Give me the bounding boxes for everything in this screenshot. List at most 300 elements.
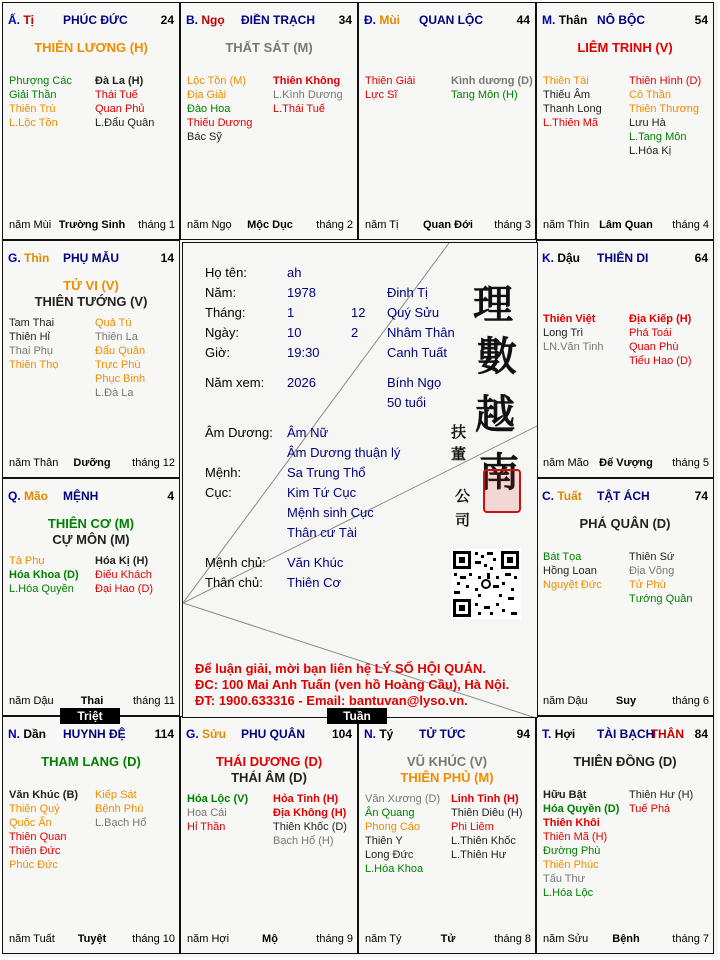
- day-lunar: 2: [351, 325, 359, 340]
- footer-month: tháng 3: [494, 219, 531, 231]
- palace-age-number: 64: [694, 251, 708, 265]
- month-solar: 1: [287, 305, 295, 320]
- main-star: THAM LANG (D): [41, 754, 141, 769]
- minor-star: Tử Phù: [629, 579, 666, 591]
- seal-side-char-4: 司: [455, 511, 471, 529]
- red-seal-stamp: [483, 469, 521, 513]
- minor-star: Lực Sĩ: [365, 89, 398, 101]
- minor-star: Tấu Thư: [543, 873, 586, 885]
- palace-cell[interactable]: [2, 2, 180, 240]
- footer-month: tháng 5: [672, 457, 709, 469]
- minor-star: Quan Phù: [629, 341, 679, 353]
- minor-star: Thiên Khốc (D): [273, 821, 347, 833]
- main-stars: [537, 40, 713, 56]
- main-stars: [181, 754, 357, 786]
- palace-cell[interactable]: [2, 240, 180, 478]
- minor-star: Phúc Đức: [9, 859, 58, 871]
- minor-stars-right: [95, 554, 153, 596]
- palace-name: NÔ BỘC: [597, 13, 645, 27]
- day-can: Nhâm Thân: [387, 325, 455, 340]
- main-star: CỰ MÔN (M): [52, 532, 130, 547]
- minor-star: L.Thiên Mã: [543, 117, 599, 129]
- minor-star: L.Thiên Khốc: [451, 835, 516, 847]
- am-duong-relation: Âm Dương thuận lý: [287, 445, 401, 460]
- palace-cell[interactable]: [180, 716, 358, 954]
- palace-name: HUYNH ĐỆ: [63, 727, 126, 741]
- main-star: THÁI DƯƠNG (D): [215, 754, 323, 769]
- minor-star: Đường Phù: [543, 845, 601, 857]
- calligraphy-char-3: 越: [475, 391, 515, 438]
- minor-star: Quả Tú: [95, 317, 132, 329]
- palace-footer: [9, 219, 175, 233]
- cuc-label: Cục:: [205, 485, 232, 500]
- minor-star: Điếu Khách: [95, 569, 152, 581]
- palace-age-number: 54: [694, 13, 708, 27]
- palace-branch: N. Tý: [364, 727, 394, 741]
- minor-star: Hóa Lộc (V): [187, 793, 249, 805]
- footer-year: năm Hợi: [187, 933, 230, 945]
- name-label: Họ tên:: [205, 265, 247, 280]
- hour-label: Giờ:: [205, 345, 231, 360]
- footer-stage: Trường Sinh: [58, 219, 126, 231]
- minor-star: Lưu Hà: [629, 117, 666, 129]
- calligraphy-char-2: 數: [477, 333, 517, 380]
- minor-star: Thiên Hỉ: [9, 331, 50, 343]
- minor-stars-right: [629, 312, 692, 368]
- palace-age-number: 84: [694, 727, 708, 741]
- minor-star: Thiên La: [95, 331, 138, 343]
- palace-name: PHỤ MẪU: [63, 251, 119, 265]
- footer-month: tháng 4: [672, 219, 709, 231]
- age-value: 50 tuổi: [387, 395, 427, 410]
- year-value: 1978: [287, 285, 316, 300]
- main-stars: [537, 516, 713, 532]
- minor-stars-left: [9, 788, 78, 872]
- palace-branch: Đ. Mùi: [364, 13, 401, 27]
- minor-star: L.Hóa Quyền: [9, 583, 74, 595]
- minor-star: Ân Quang: [365, 807, 415, 819]
- minor-star: Bệnh Phù: [95, 803, 144, 815]
- minor-star: Thiên Mã (H): [543, 831, 608, 843]
- main-star: PHÁ QUÂN (D): [579, 516, 671, 531]
- palace-branch: M. Thân: [542, 13, 588, 27]
- palace-footer: [9, 933, 175, 947]
- cuc-value: Kim Tứ Cục: [287, 485, 357, 500]
- minor-star: Thai Phụ: [9, 345, 54, 357]
- footer-month: tháng 10: [132, 933, 175, 945]
- palace-branch: G. Sửu: [186, 727, 227, 741]
- palace-branch: K. Dậu: [542, 251, 581, 265]
- minor-star: Thái Tuế: [95, 89, 138, 101]
- palace-footer: [187, 219, 353, 233]
- minor-star: L.Đà La: [95, 387, 134, 399]
- minor-star: Thiên Giải: [365, 75, 416, 87]
- minor-star: Hồng Loan: [543, 565, 597, 577]
- palace-header: [364, 727, 530, 743]
- footer-year: năm Mão: [543, 457, 589, 469]
- contact-line-1: Để luận giải, mời bạn liên hệ LÝ SỐ HỘI QUÁN.: [195, 661, 486, 676]
- footer-year: năm Mùi: [9, 219, 52, 231]
- palace-header: [542, 489, 708, 505]
- seal-side-char-2: 董: [451, 445, 467, 463]
- minor-star: Nguyệt Đức: [543, 579, 602, 591]
- main-star: THIÊN LƯƠNG (H): [34, 40, 148, 55]
- palace-footer: [9, 457, 175, 471]
- than-marker: THÂN: [650, 727, 684, 741]
- footer-stage: Mộc Dục: [247, 219, 293, 231]
- minor-star: Thiên Thương: [629, 103, 700, 115]
- palace-cell[interactable]: [536, 240, 714, 478]
- view-year-label: Năm xem:: [205, 375, 265, 390]
- minor-star: Hóa Khoa (D): [9, 569, 79, 581]
- footer-year: năm Thìn: [543, 219, 590, 231]
- footer-month: tháng 1: [138, 219, 175, 231]
- minor-star: Thiên Tài: [543, 75, 589, 87]
- palace-header: [364, 13, 530, 29]
- minor-stars-left: [543, 788, 619, 900]
- minor-stars-right: [451, 792, 523, 862]
- palace-cell[interactable]: [2, 478, 180, 716]
- minor-stars-right: [629, 788, 693, 816]
- minor-star: Hoa Cái: [187, 807, 227, 819]
- palace-branch: Q. Mão: [8, 489, 49, 503]
- palace-name: ĐIỀN TRẠCH: [241, 13, 315, 27]
- palace-age-number: 34: [338, 13, 352, 27]
- palace-age-number: 114: [154, 727, 174, 741]
- main-star: THÁI ÂM (D): [231, 770, 307, 785]
- minor-star: Đẩu Quân: [95, 345, 146, 357]
- minor-star: Tang Môn (H): [451, 89, 518, 101]
- main-star: THẤT SÁT (M): [225, 40, 313, 55]
- hour-value: 19:30: [287, 345, 320, 360]
- month-can: Quý Sửu: [387, 305, 440, 320]
- triet-tag: Triệt: [60, 708, 120, 724]
- minor-star: Quan Phủ: [95, 103, 145, 115]
- minor-stars-right: [629, 550, 693, 606]
- minor-star: Thiên Hư (H): [629, 789, 694, 801]
- palace-name: TỬ TỨC: [419, 727, 466, 741]
- palace-cell[interactable]: [536, 716, 714, 954]
- year-can: Đinh Tị: [387, 285, 428, 300]
- minor-star: Thiên Phúc: [543, 859, 599, 871]
- minor-stars-right: [95, 316, 145, 400]
- minor-star: Kiếp Sát: [95, 789, 137, 801]
- minor-star: Thiên Trù: [9, 103, 56, 115]
- palace-age-number: 4: [167, 489, 174, 503]
- palace-branch: G. Thìn: [8, 251, 50, 265]
- minor-star: Giải Thần: [9, 89, 57, 101]
- palace-cell[interactable]: [536, 478, 714, 716]
- minor-star: Phục Binh: [95, 373, 146, 385]
- footer-year: năm Sửu: [543, 933, 589, 945]
- footer-year: năm Tị: [365, 219, 399, 231]
- am-duong-value: Âm Nữ: [287, 425, 329, 440]
- minor-star: Thiếu Dương: [187, 117, 253, 129]
- main-star: THIÊN PHỦ (M): [400, 770, 494, 785]
- footer-year: năm Thân: [9, 457, 59, 469]
- minor-star: L.Hóa Lộc: [543, 887, 594, 899]
- palace-cell[interactable]: [358, 2, 536, 240]
- palace-name: PHÚC ĐỨC: [63, 13, 128, 27]
- footer-stage: Quan Đới: [423, 219, 473, 231]
- footer-month: tháng 9: [316, 933, 353, 945]
- main-stars: [3, 516, 179, 548]
- minor-star: L.Hóa Kị: [629, 145, 672, 157]
- minor-star: Địa Kiếp (H): [629, 313, 692, 325]
- footer-month: tháng 11: [132, 695, 175, 707]
- minor-star: LN.Văn Tinh: [543, 341, 604, 353]
- main-stars: [3, 278, 179, 310]
- minor-star: Tả Phụ: [9, 555, 45, 567]
- minor-star: Thiên Khôi: [543, 817, 600, 829]
- menh-value: Sa Trung Thổ: [287, 465, 366, 480]
- palace-name: TÀI BẠCH: [597, 727, 655, 741]
- minor-star: Thiên Không: [273, 75, 341, 87]
- minor-stars-left: [187, 74, 252, 144]
- palace-age-number: 104: [331, 727, 352, 741]
- minor-star: Phi Liêm: [451, 821, 494, 833]
- minor-star: L.Thiên Hư: [451, 849, 507, 861]
- palace-name: TẬT ÁCH: [597, 489, 650, 503]
- minor-star: Hỉ Thần: [187, 821, 226, 833]
- menh-chu-label: Mệnh chủ:: [205, 555, 266, 570]
- main-star: THIÊN TƯỚNG (V): [34, 294, 148, 309]
- minor-star: Lộc Tồn (M): [187, 75, 247, 87]
- minor-stars-right: [629, 74, 701, 158]
- minor-star: Linh Tinh (H): [451, 793, 519, 805]
- minor-star: Trực Phù: [95, 359, 141, 371]
- palace-age-number: 94: [516, 727, 530, 741]
- footer-stage: Tử: [440, 933, 456, 945]
- view-year-value: 2026: [287, 375, 316, 390]
- main-star: VŨ KHÚC (V): [406, 754, 488, 769]
- minor-star: Quốc Ấn: [9, 817, 52, 829]
- palace-header: [186, 13, 352, 29]
- palace-branch: N. Dần: [8, 727, 47, 741]
- minor-star: Long Đức: [365, 849, 414, 861]
- month-lunar: 12: [351, 305, 366, 320]
- minor-star: Địa Không (H): [273, 807, 347, 819]
- minor-star: Kình dương (D): [451, 75, 533, 87]
- day-label: Ngày:: [205, 325, 239, 340]
- minor-star: Phong Cáo: [365, 821, 421, 833]
- footer-year: năm Dậu: [9, 695, 54, 707]
- tuan-tag: Tuần: [327, 708, 387, 724]
- than-cu-value: Thân cư Tài: [287, 525, 357, 540]
- am-duong-label: Âm Dương:: [205, 425, 273, 440]
- footer-stage: Đế Vượng: [599, 457, 653, 469]
- footer-stage: Mộ: [262, 933, 278, 945]
- minor-star: Phượng Các: [9, 75, 72, 87]
- palace-footer: [365, 933, 531, 947]
- day-solar: 10: [287, 325, 302, 340]
- menh-chu-value: Văn Khúc: [287, 555, 344, 570]
- minor-stars-left: [9, 554, 79, 596]
- palace-cell[interactable]: [180, 2, 358, 240]
- minor-star: L.Lộc Tồn: [9, 117, 58, 129]
- minor-star: L.Kình Dương: [273, 89, 343, 101]
- minor-star: Hữu Bật: [543, 789, 587, 801]
- minor-star: L.Hóa Khoa: [365, 863, 424, 875]
- palace-age-number: 44: [516, 13, 530, 27]
- minor-star: Thiên Sứ: [629, 551, 675, 563]
- palace-footer: [543, 219, 709, 233]
- main-star: THIÊN CƠ (M): [47, 516, 135, 531]
- minor-star: Long Trì: [543, 327, 584, 339]
- palace-header: [8, 251, 174, 267]
- menh-label: Mệnh:: [205, 465, 242, 480]
- palace-cell[interactable]: [536, 2, 714, 240]
- minor-star: Thiên Đức: [9, 845, 61, 857]
- footer-stage: Thai: [80, 695, 104, 707]
- minor-star: L.Tang Môn: [629, 131, 687, 143]
- seal-side-char-3: 公: [455, 487, 471, 505]
- palace-header: [186, 727, 352, 743]
- palace-branch: Ấ. Tị: [8, 13, 35, 27]
- minor-star: Thiên Y: [365, 835, 403, 847]
- palace-branch: T. Hợi: [542, 727, 576, 741]
- calligraphy-char-1: 理: [473, 281, 513, 328]
- calligraphy-char-4: 南: [479, 449, 519, 496]
- footer-month: tháng 12: [132, 457, 175, 469]
- horoscope-chart: [2, 2, 718, 957]
- minor-star: Hỏa Tinh (H): [273, 793, 339, 805]
- palace-header: [8, 489, 174, 505]
- minor-stars-left: [187, 792, 248, 834]
- minor-stars-left: [9, 316, 58, 372]
- seal-side-char-1: 扶: [451, 423, 467, 441]
- palace-cell[interactable]: [2, 716, 180, 954]
- palace-header: [542, 727, 708, 743]
- minor-star: Thiên Hình (D): [629, 75, 702, 87]
- minor-star: Đại Hao (D): [95, 583, 154, 595]
- footer-month: tháng 2: [316, 219, 353, 231]
- main-stars: [3, 40, 179, 56]
- palace-header: [8, 13, 174, 29]
- palace-age-number: 74: [694, 489, 708, 503]
- minor-star: Thiên Quý: [9, 803, 60, 815]
- palace-footer: [9, 695, 175, 709]
- footer-month: tháng 8: [494, 933, 531, 945]
- footer-stage: Dưỡng: [73, 457, 111, 469]
- main-stars: [537, 754, 713, 770]
- minor-star: Cô Thần: [629, 89, 671, 101]
- name-value: ah: [287, 265, 302, 280]
- minor-stars-left: [9, 74, 72, 130]
- footer-year: năm Ngọ: [187, 219, 232, 231]
- minor-star: Thiên Diêu (H): [451, 807, 523, 819]
- palace-footer: [543, 933, 709, 947]
- footer-stage: Tuyệt: [77, 933, 107, 945]
- qr-code[interactable]: [451, 549, 521, 619]
- footer-month: tháng 7: [672, 933, 709, 945]
- minor-star: Văn Xương (D): [365, 793, 441, 805]
- footer-stage: Suy: [615, 695, 637, 707]
- minor-star: L.Thái Tuế: [273, 103, 325, 115]
- than-chu-label: Thân chủ:: [205, 575, 263, 590]
- cuc-relation: Mệnh sinh Cục: [287, 505, 374, 520]
- minor-stars-right: [451, 74, 533, 102]
- minor-star: L.Đẩu Quân: [95, 117, 155, 129]
- main-stars: [181, 40, 357, 56]
- minor-stars-left: [543, 550, 602, 592]
- view-year-can: Bính Ngọ: [387, 375, 442, 390]
- contact-line-2: ĐC: 100 Mai Anh Tuấn (ven hồ Hoàng Cầu), Hà Nội.: [195, 677, 510, 692]
- minor-star: Đào Hoa: [187, 103, 231, 115]
- palace-age-number: 24: [160, 13, 174, 27]
- center-info-panel: [182, 242, 538, 718]
- palace-header: [542, 251, 708, 267]
- minor-stars-right: [273, 792, 347, 848]
- minor-stars-left: [543, 74, 602, 130]
- minor-star: Tuế Phá: [629, 803, 671, 815]
- footer-year: năm Tý: [365, 933, 402, 945]
- minor-star: Phá Toái: [629, 327, 672, 339]
- month-label: Tháng:: [205, 305, 246, 320]
- footer-stage: Lâm Quan: [599, 219, 653, 231]
- palace-header: [542, 13, 708, 29]
- footer-month: tháng 6: [672, 695, 709, 707]
- minor-star: Tiểu Hao (D): [629, 355, 692, 367]
- palace-footer: [543, 457, 709, 471]
- minor-stars-left: [543, 312, 604, 354]
- minor-star: Văn Khúc (B): [9, 789, 79, 801]
- footer-stage: Bệnh: [612, 933, 640, 945]
- minor-star: Địa Giải: [187, 89, 227, 101]
- than-chu-value: Thiên Cơ: [287, 575, 342, 590]
- palace-branch: B. Ngọ: [186, 13, 225, 27]
- palace-footer: [187, 933, 353, 947]
- minor-stars-left: [365, 792, 440, 876]
- palace-footer: [365, 219, 531, 233]
- minor-star: Thiên Việt: [543, 313, 596, 325]
- minor-star: Tướng Quân: [629, 593, 693, 605]
- minor-star: Bạch Hổ (H): [273, 835, 334, 847]
- minor-star: Địa Võng: [629, 565, 675, 577]
- main-star: THIÊN ĐỒNG (D): [573, 754, 677, 769]
- minor-stars-right: [95, 74, 154, 130]
- minor-stars-right: [273, 74, 343, 116]
- year-label: Năm:: [205, 285, 237, 300]
- minor-star: Thiên Thọ: [9, 359, 59, 371]
- palace-name: PHU QUÂN: [241, 727, 306, 741]
- minor-star: L.Bạch Hổ: [95, 817, 147, 829]
- minor-star: Thanh Long: [543, 103, 602, 115]
- footer-year: năm Dậu: [543, 695, 588, 707]
- main-stars: [359, 754, 535, 786]
- minor-star: Hóa Quyền (D): [543, 803, 620, 815]
- minor-stars-left: [365, 74, 415, 102]
- main-star: LIÊM TRINH (V): [577, 40, 673, 55]
- minor-star: Đà La (H): [95, 75, 144, 87]
- minor-star: Tam Thai: [9, 317, 55, 329]
- minor-star: Thiên Quan: [9, 831, 67, 843]
- palace-name: QUAN LỘC: [419, 13, 483, 27]
- minor-star: Hóa Kị (H): [95, 555, 149, 567]
- minor-star: Bác Sỹ: [187, 131, 222, 143]
- minor-star: Thiếu Âm: [543, 89, 591, 101]
- hour-can: Canh Tuất: [387, 345, 447, 360]
- palace-name: MỆNH: [63, 489, 99, 503]
- minor-stars-right: [95, 788, 146, 830]
- palace-footer: [543, 695, 709, 709]
- contact-line-3: ĐT: 1900.633316 - Email: bantuvan@lyso.vn.: [195, 693, 468, 708]
- palace-branch: C. Tuất: [542, 489, 582, 503]
- palace-age-number: 14: [160, 251, 174, 265]
- palace-cell[interactable]: [358, 716, 536, 954]
- palace-header: [8, 727, 174, 743]
- footer-year: năm Tuất: [9, 933, 55, 945]
